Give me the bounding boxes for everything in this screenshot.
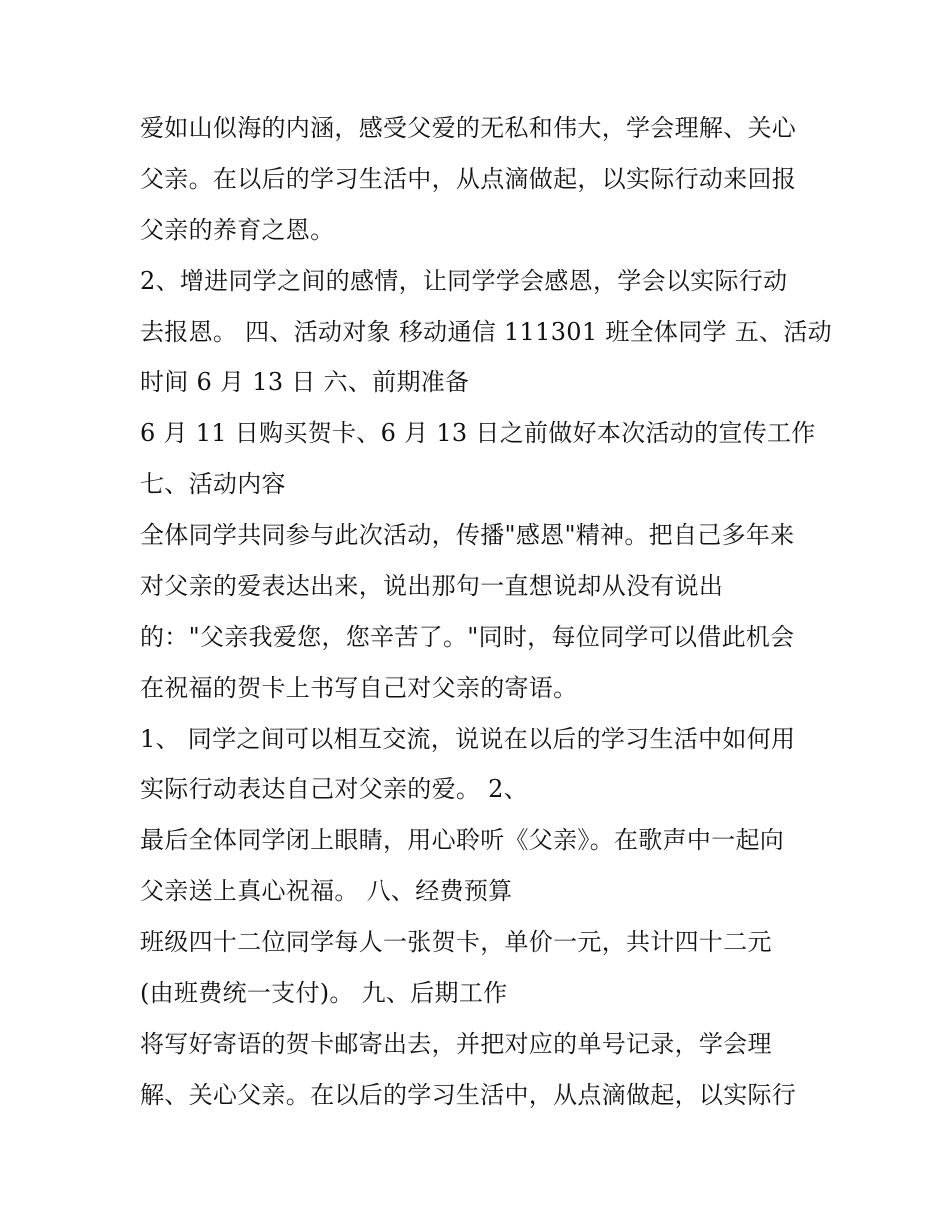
text-line: 对父亲的爱表达出来，说出那句一直想说却从没有说出 bbox=[140, 572, 724, 600]
text-line: 的："父亲我爱您，您辛苦了。"同时，每位同学可以借此机会 bbox=[140, 623, 795, 651]
text-line: 将写好寄语的贺卡邮寄出去，并把对应的单号记录，学会理 bbox=[140, 1030, 772, 1058]
text-line: 全体同学共同参与此次活动，传播"感恩"精神。把自己多年来 bbox=[140, 521, 795, 549]
text-line: 父亲的养育之恩。 bbox=[140, 216, 335, 244]
text-line: 解、关心父亲。在以后的学习生活中，从点滴做起，以实际行 bbox=[140, 1081, 797, 1109]
text-line: 父亲送上真心祝福。 八、经费预算 bbox=[140, 877, 513, 905]
text-line: 去报恩。 四、活动对象 移动通信 111301 班全体同学 五、活动 bbox=[140, 318, 832, 346]
text-line: 2、增进同学之间的感情，让同学学会感恩，学会以实际行动 bbox=[140, 267, 788, 295]
text-line: 最后全体同学闭上眼睛，用心聆听《父亲》。在歌声中一起向 bbox=[140, 826, 785, 854]
text-line: 爱如山似海的内涵，感受父爱的无私和伟大，学会理解、关心 bbox=[140, 114, 797, 142]
section-heading: 七、活动内容 bbox=[140, 470, 286, 498]
text-line: 父亲。在以后的学习生活中，从点滴做起，以实际行动来回报 bbox=[140, 165, 797, 193]
text-line: 时间 6 月 13 日 六、前期准备 bbox=[140, 368, 470, 396]
text-line: 6 月 11 日购买贺卡、6 月 13 日之前做好本次活动的宣传工作 bbox=[140, 419, 816, 447]
text-line: 1、 同学之间可以相互交流，说说在以后的学习生活中如何用 bbox=[140, 725, 796, 753]
text-line: 在祝福的贺卡上书写自己对父亲的寄语。 bbox=[140, 674, 578, 702]
text-line: (由班费统一支付)。 九、后期工作 bbox=[140, 979, 508, 1007]
text-line: 实际行动表达自己对父亲的爱。 2、 bbox=[140, 775, 528, 803]
text-line: 班级四十二位同学每人一张贺卡，单价一元，共计四十二元 bbox=[140, 928, 772, 956]
